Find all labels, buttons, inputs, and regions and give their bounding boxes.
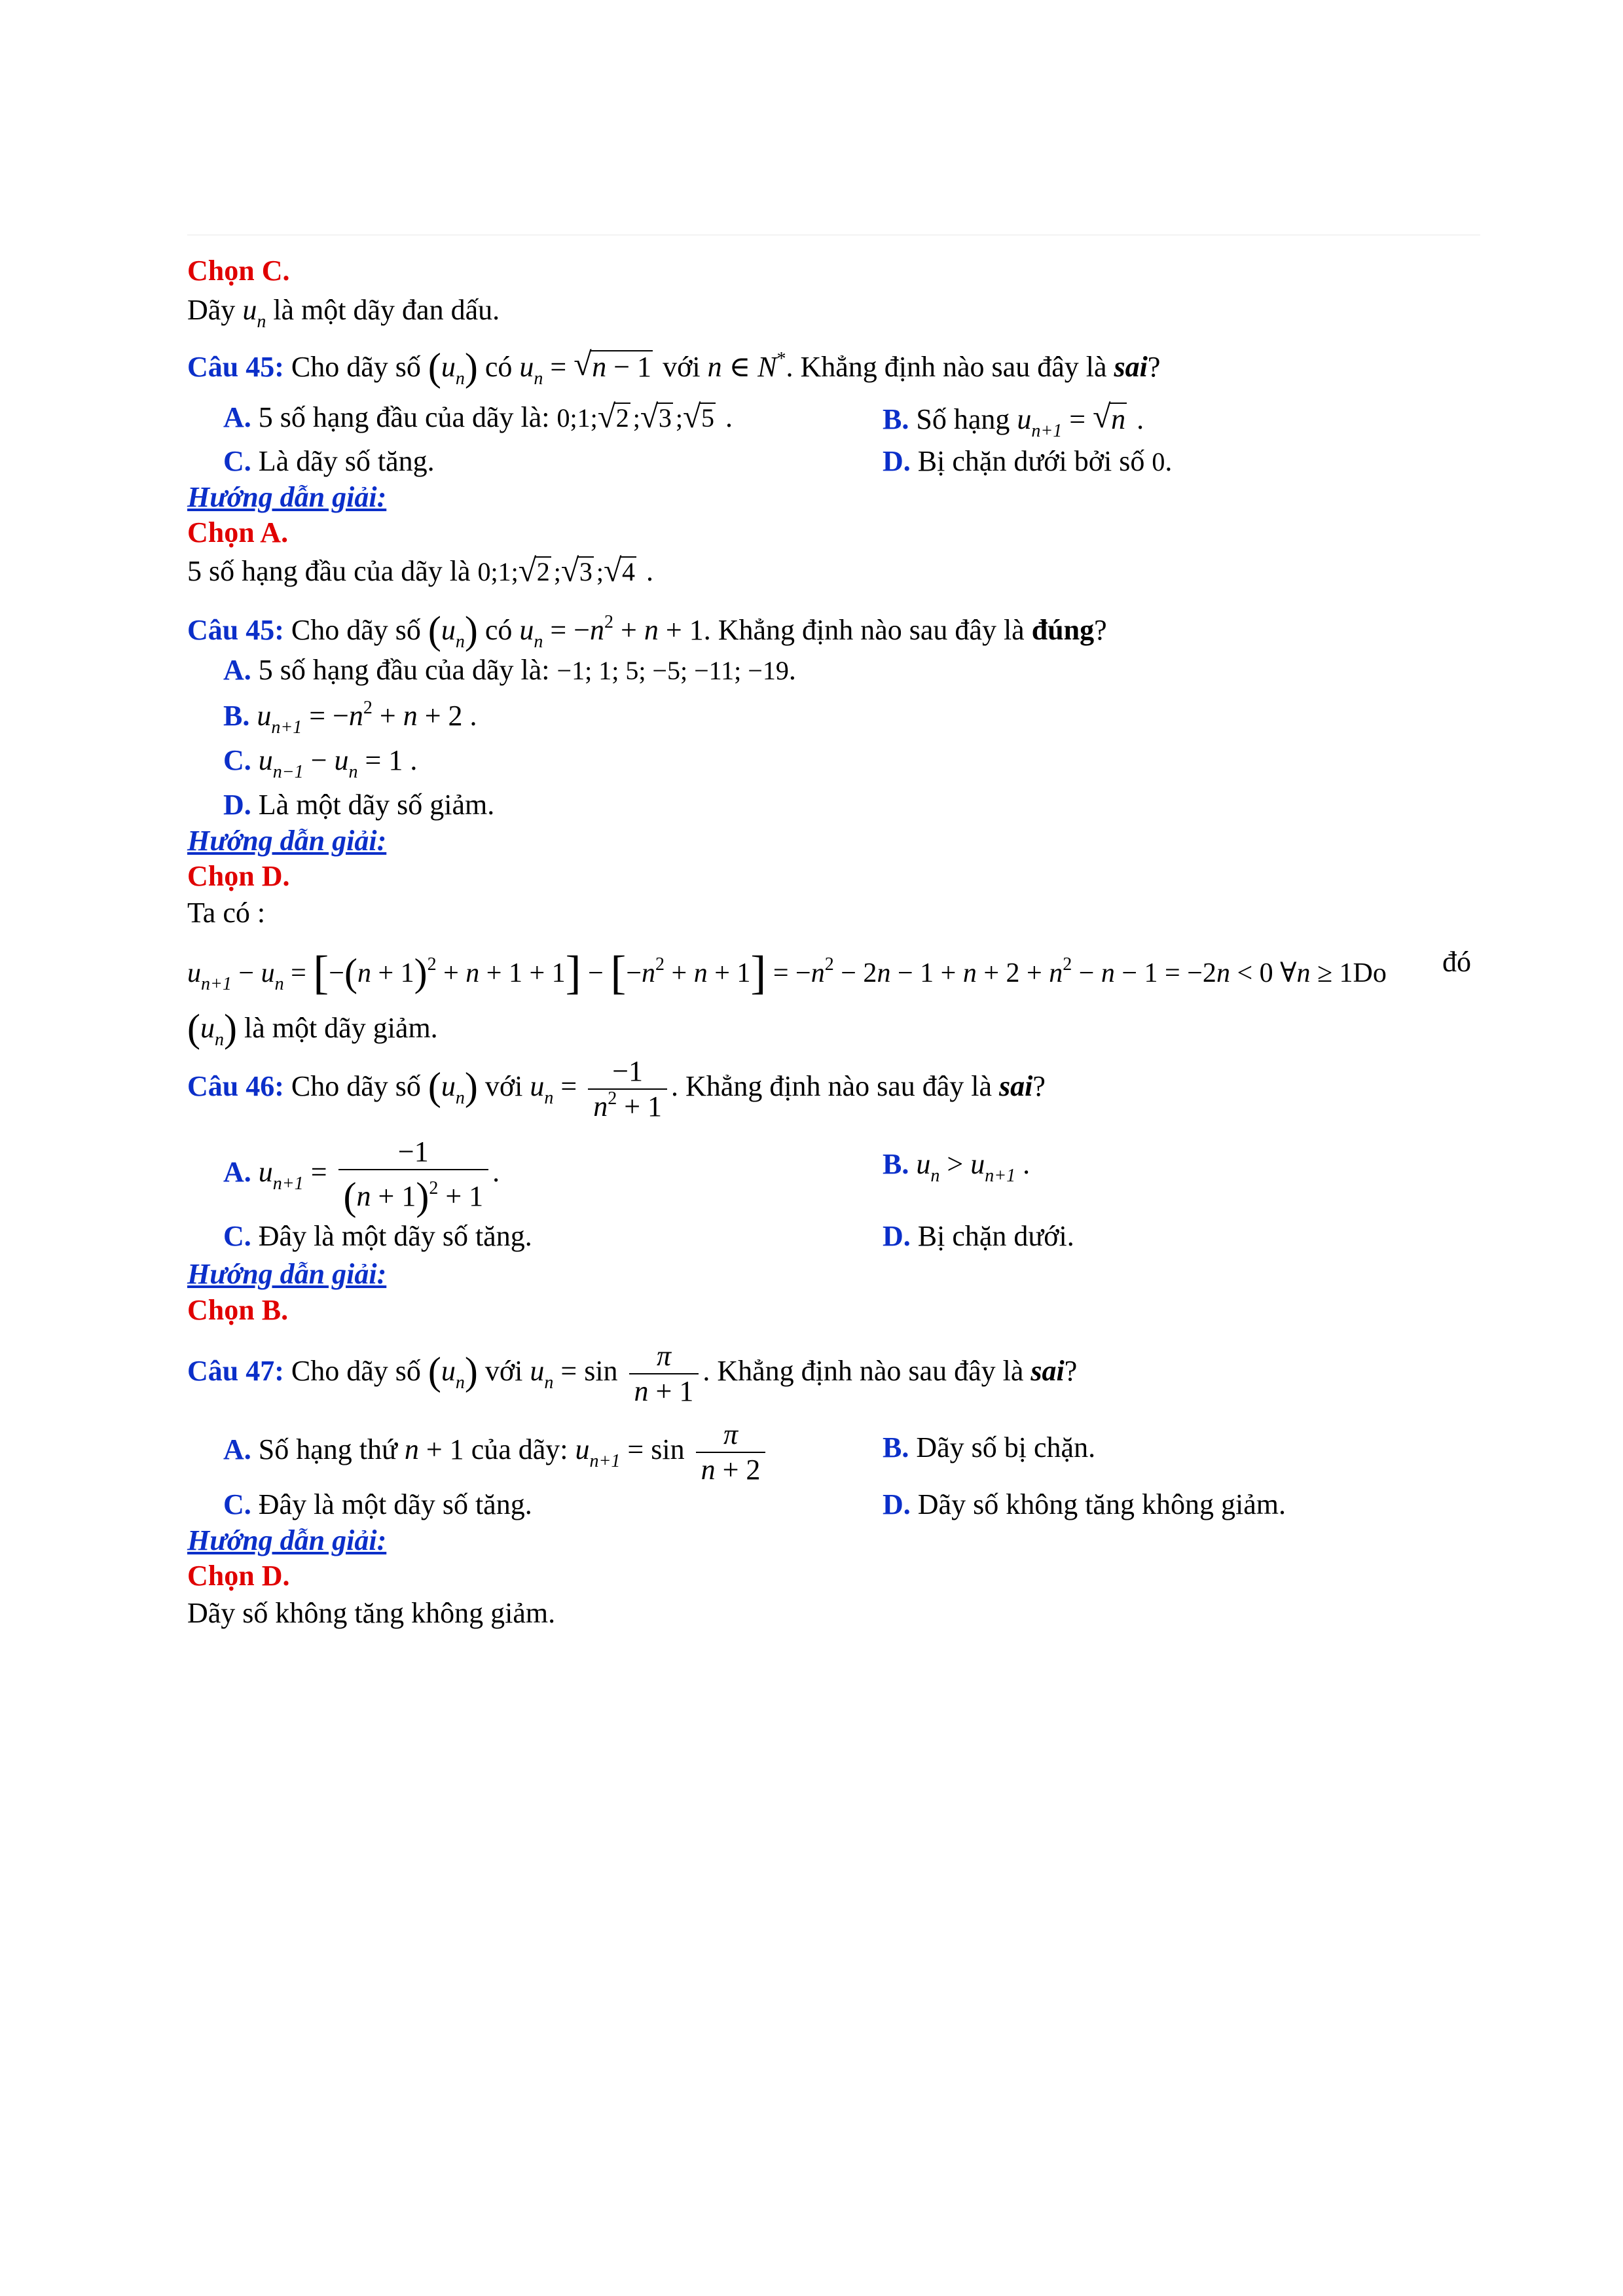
q46-option-c: C. Đây là một dãy số tăng.: [223, 1220, 532, 1252]
q46-option-d: D. Bị chặn dưới.: [883, 1220, 1074, 1252]
q45b-option-d: D. Là một dãy số giảm.: [223, 789, 495, 821]
question-47-label: Câu 47:: [187, 1355, 284, 1388]
q45a-answer-explanation: 5 số hạng đầu của dãy là 0;1;√ 2 ;√ 3 ;√ 4 .: [187, 556, 653, 586]
q47-answer-explanation: Dãy số không tăng không giảm.: [187, 1597, 556, 1629]
header-rule: [187, 234, 1480, 236]
q45b-option-c: C. $u_{n-1} - u_n = 1$ .: [223, 744, 418, 782]
q47-option-c: C. Đây là một dãy số tăng.: [223, 1488, 532, 1520]
q47-option-a: A. Số hạng thứ n + 1 của dãy: $u_{n+1} = \sin$ $\frac{\pi}{n + 2}$: [223, 1420, 769, 1484]
q45a-option-b: B. Số hạng $u_{n+1}$ = √ n .: [883, 403, 1144, 434]
q47-option-d: D. Dãy số không tăng không giảm.: [883, 1488, 1286, 1520]
question-45a-stem: Câu 45: Cho dãy số $(u_n)$ có $u_n$ = √ n − 1 với n ∈ N*. Khẳng định nào sau đây là sai?: [187, 344, 1160, 383]
question-46-stem: Câu 46: Cho dãy số $(u_n)$ với $u_n$ = $\frac{-1}{n^2 + 1}$ . Khẳng định nào sau đây là sai?: [187, 1055, 1046, 1122]
question-45b-label: Câu 45:: [187, 614, 284, 646]
q45a-answer-choice: Chọn A.: [187, 516, 289, 548]
q46-answer-choice: Chọn B.: [187, 1294, 289, 1326]
q45a-option-c: C. Là dãy số tăng.: [223, 445, 435, 477]
q46-option-a: A. $u_{n+1}$ = $\frac{-1}{(n + 1)^2 + 1}$ .: [223, 1136, 500, 1218]
question-45b-stem: Câu 45: Cho dãy số $(u_n)$ có $u_n = -n^2 + n + 1$. Khẳng định nào sau đây là đúng?: [187, 609, 1107, 652]
answer-choice-c: Chọn C.: [187, 255, 290, 287]
question-46-label: Câu 46:: [187, 1070, 284, 1103]
answer-explanation-dan-dau: Dãy $u_n$ là một dãy đan dấu.: [187, 294, 500, 332]
q45b-option-a: A. 5 số hạng đầu của dãy là: −1; 1; 5; −5; −11; −19.: [223, 654, 796, 686]
q45b-derivation: $u_{n+1} - u_n = [-(n + 1)^2 + n + 1 + 1] - [-n^2 + n + 1] = -n^2 - 2n - 1 + n + 2 + n^2 - n - 1 = -2n < 0$ ∀n ≥ 1Do: [187, 946, 1387, 999]
q45a-option-d: D. Bị chặn dưới bởi số 0.: [883, 445, 1173, 477]
q45a-option-a: A. 5 số hạng đầu của dãy là: 0;1;√ 2 ;√ 3 ;√ 5 .: [223, 403, 733, 432]
question-45a-label: Câu 45:: [187, 351, 284, 383]
q47-answer-choice: Chọn D.: [187, 1560, 290, 1592]
q47-guide-heading: Hướng dẫn giải:: [187, 1524, 387, 1556]
q45a-guide-heading: Hướng dẫn giải:: [187, 481, 387, 513]
q45b-conclusion: $(u_n)$ là một dãy giảm.: [187, 1007, 438, 1050]
q45b-taco: Ta có :: [187, 897, 266, 929]
q45b-guide-heading: Hướng dẫn giải:: [187, 825, 387, 857]
question-47-stem: Câu 47: Cho dãy số $(u_n)$ với $u_n = \sin$ $\frac{\pi}{n + 1}$ . Khẳng định nào sau đây là sai?: [187, 1340, 1078, 1407]
q45b-answer-choice: Chọn D.: [187, 860, 290, 892]
q46-guide-heading: Hướng dẫn giải:: [187, 1258, 387, 1290]
q46-option-b: B. $u_n > u_{n+1}$ .: [883, 1148, 1030, 1186]
q47-option-b: B. Dãy số bị chặn.: [883, 1431, 1096, 1463]
q45b-option-b: B. $u_{n+1} = -n^2 + n + 2$ .: [223, 698, 477, 738]
q45b-do-tail: đó: [1442, 946, 1471, 978]
